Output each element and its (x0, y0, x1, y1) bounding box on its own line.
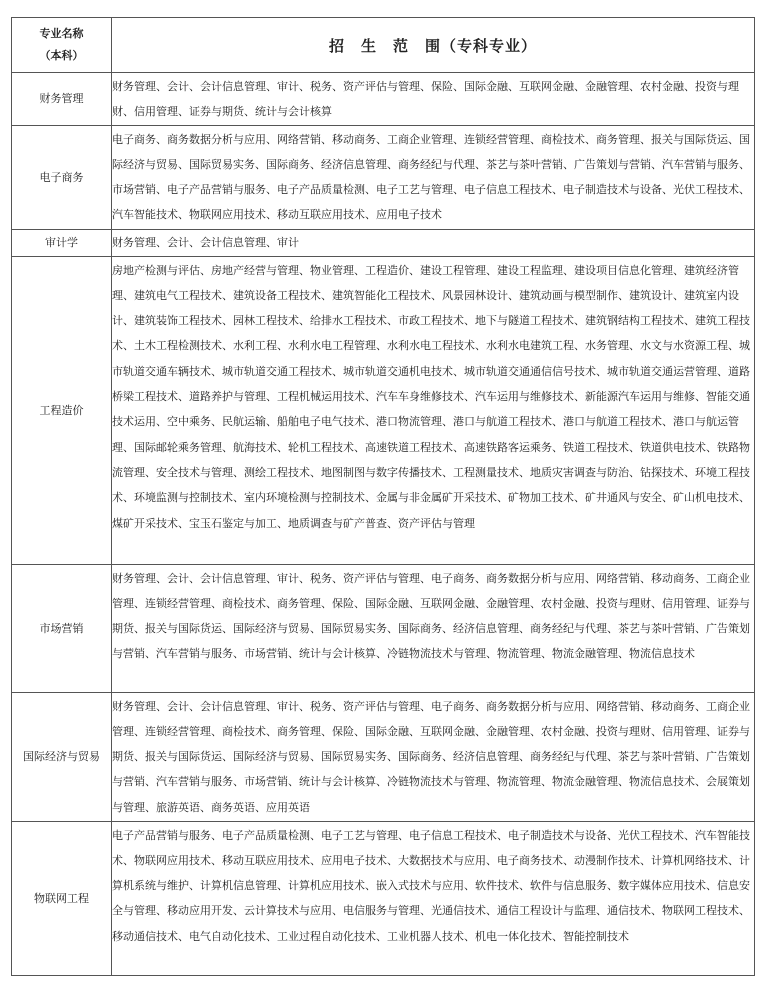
admission-scope-header: 招 生 范 围（专科专业） (112, 18, 755, 73)
scope-cell: 电子商务、商务数据分析与应用、网络营销、移动商务、工商企业管理、连锁经营管理、商检技术、商务管理、报关与国际货运、国际经济与贸易、国际贸易实务、国际商务、经济信息管理、商务经纪与代理、茶艺与茶叶营销、广告策划与营销、汽车营销与服务、市场营销、电子产品营销与服务、电子产品质量检测、电子工艺与管理、电子信息工程技术、电子制造技术与设备、光伏工程技术、汽车智能技术、物联网应用技术、移动互联应用技术、应用电子技术 (112, 125, 755, 229)
major-name-cell: 国际经济与贸易 (12, 692, 112, 821)
major-name-cell: 物联网工程 (12, 821, 112, 975)
scope-cell: 财务管理、会计、会计信息管理、审计、税务、资产评估与管理、电子商务、商务数据分析与应用、网络营销、移动商务、工商企业管理、连锁经营管理、商检技术、商务管理、保险、国际金融、互联网金融、金融管理、农村金融、投资与理财、信用管理、证券与期货、报关与国际货运、国际经济与贸易、国际贸易实务、国际商务、经济信息管理、商务经纪与代理、茶艺与茶叶营销、广告策划与营销、汽车营销与服务、市场营销、统计与会计核算、冷链物流技术与管理、物流管理、物流金融管理、物流信息技术 (112, 564, 755, 692)
major-name-header-label: 专业名称 (39, 27, 84, 40)
table-row (12, 564, 755, 692)
major-name-cell: 工程造价 (12, 256, 112, 564)
major-name-header (12, 18, 112, 73)
major-name-cell: 审计学 (12, 229, 112, 256)
table-row (12, 73, 755, 126)
table-row (12, 821, 755, 975)
major-name-header-sublabel: （本科） (39, 49, 84, 62)
major-name-cell: 市场营销 (12, 564, 112, 692)
admission-scope-table (11, 17, 755, 976)
table-row (12, 229, 755, 256)
scope-cell: 房地产检测与评估、房地产经营与管理、物业管理、工程造价、建设工程管理、建设工程监理、建设项目信息化管理、建筑经济管理、建筑电气工程技术、建筑设备工程技术、建筑智能化工程技术、风景园林设计、建筑动画与模型制作、建筑设计、建筑室内设计、建筑装饰工程技术、园林工程技术、给排水工程技术、市政工程技术、地下与隧道工程技术、建筑钢结构工程技术、建筑工程技术、土木工程检测技术、水利工程、水利水电工程管理、水利水电工程技术、水利水电建筑工程、水务管理、水文与水资源工程、城市轨道交通车辆技术、城市轨道交通工程技术、城市轨道交通机电技术、城市轨道交通通信信号技术、城市轨道交通运营管理、道路桥梁工程技术、道路养护与管理、工程机械运用技术、汽车车身维修技术、汽车运用与维修技术、新能源汽车运用与维修、智能交通技术运用、空中乘务、民航运输、船舶电子电气技术、港口物流管理、港口与航道工程技术、港口与航道工程技术、港口与航运管理、国际邮轮乘务管理、航海技术、轮机工程技术、高速铁道工程技术、高速铁路客运乘务、铁道工程技术、铁道供电技术、铁路物流管理、安全技术与管理、测绘工程技术、地图制图与数字传播技术、工程测量技术、地质灾害调查与防治、钻探技术、环境工程技术、环境监测与控制技术、室内环境检测与控制技术、金属与非金属矿开采技术、矿物加工技术、矿井通风与安全、矿山机电技术、煤矿开采技术、宝玉石鉴定与加工、地质调查与矿产普查、资产评估与管理 (112, 256, 755, 564)
scope-cell: 财务管理、会计、会计信息管理、审计、税务、资产评估与管理、电子商务、商务数据分析与应用、网络营销、移动商务、工商企业管理、连锁经营管理、商检技术、商务管理、保险、国际金融、互联网金融、金融管理、农村金融、投资与理财、信用管理、证券与期货、报关与国际货运、国际经济与贸易、国际贸易实务、国际商务、经济信息管理、商务经纪与代理、茶艺与茶叶营销、广告策划与营销、汽车营销与服务、市场营销、统计与会计核算、冷链物流技术与管理、物流管理、物流金融管理、物流信息技术、会展策划与管理、旅游英语、商务英语、应用英语 (112, 692, 755, 821)
scope-cell: 财务管理、会计、会计信息管理、审计、税务、资产评估与管理、保险、国际金融、互联网金融、金融管理、农村金融、投资与理财、信用管理、证券与期货、统计与会计核算 (112, 73, 755, 126)
table-row (12, 125, 755, 229)
table-row (12, 692, 755, 821)
table-header-row (12, 18, 755, 73)
scope-cell: 电子产品营销与服务、电子产品质量检测、电子工艺与管理、电子信息工程技术、电子制造技术与设备、光伏工程技术、汽车智能技术、物联网应用技术、移动互联应用技术、应用电子技术、大数据技术与应用、电子商务技术、动漫制作技术、计算机网络技术、计算机系统与维护、计算机信息管理、计算机应用技术、嵌入式技术与应用、软件技术、软件与信息服务、数字媒体应用技术、信息安全与管理、移动应用开发、云计算技术与应用、电信服务与管理、光通信技术、通信工程设计与监理、通信技术、物联网工程技术、移动通信技术、电气自动化技术、工业过程自动化技术、工业机器人技术、机电一体化技术、智能控制技术 (112, 821, 755, 975)
scope-cell: 财务管理、会计、会计信息管理、审计 (112, 229, 755, 256)
table-row (12, 256, 755, 564)
major-name-cell: 电子商务 (12, 125, 112, 229)
major-name-cell: 财务管理 (12, 73, 112, 126)
